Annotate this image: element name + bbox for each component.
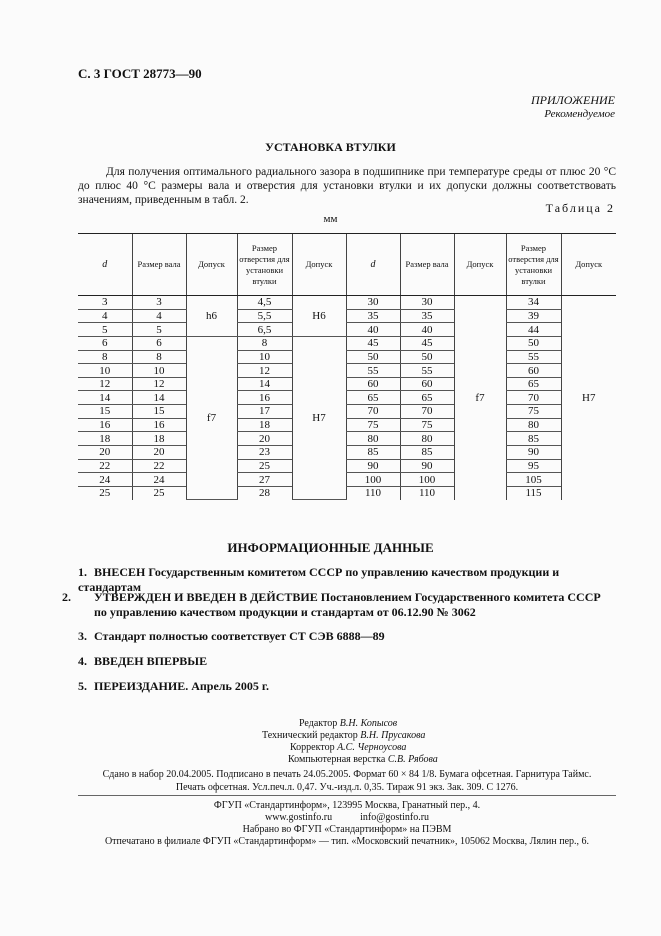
table-cell: 18 <box>78 432 132 446</box>
table-cell: 50 <box>400 350 454 364</box>
table-cell: 5 <box>78 323 132 337</box>
table-cell: 16 <box>132 418 186 432</box>
section-title: УСТАНОВКА ВТУЛКИ <box>265 140 396 154</box>
table-cell: 85 <box>400 446 454 460</box>
header-hole-tolerance: Допуск <box>292 234 346 296</box>
table-cell: 115 <box>506 486 561 499</box>
info-section-title: ИНФОРМАЦИОННЫЕ ДАННЫЕ <box>227 540 434 555</box>
table-cell: H7 <box>561 296 616 500</box>
publisher-line-1: ФГУП «Стандартинформ», 123995 Москва, Гранатный пер., 4. <box>213 800 481 811</box>
info-item-5: 5. ПЕРЕИЗДАНИЕ. Апрель 2005 г. <box>78 679 269 693</box>
table-cell: 22 <box>78 459 132 473</box>
table-cell: 90 <box>346 459 400 473</box>
table-cell: 14 <box>132 391 186 405</box>
table-cell: 15 <box>132 405 186 419</box>
header-shaft-size: Размер вала <box>132 234 186 296</box>
table-cell: 4,5 <box>237 296 292 310</box>
print-info-line-1: Сдано в набор 20.04.2005. Подписано в печать 24.05.2005. Формат 60 × 84 1/8. Бумага офсетная. Гарнитура Таймс. <box>102 769 592 780</box>
table-cell: 6 <box>78 336 132 350</box>
table-cell: 10 <box>237 350 292 364</box>
header-d-right: d <box>346 234 400 296</box>
table-cell: 12 <box>78 377 132 391</box>
table-row <box>78 432 616 446</box>
table-cell: 23 <box>237 446 292 460</box>
publisher-line-3: Набрано во ФГУП «Стандартинформ» на ПЭВМ <box>242 824 452 835</box>
editor-line: Редактор В.Н. Копысов <box>299 718 398 729</box>
table-cell: 40 <box>346 323 400 337</box>
table-cell: 30 <box>346 296 400 310</box>
table-cell: 16 <box>78 418 132 432</box>
table-row <box>78 405 616 419</box>
table-cell: 40 <box>400 323 454 337</box>
table-row <box>78 309 616 323</box>
table-cell: 6 <box>132 336 186 350</box>
table-cell: 22 <box>132 459 186 473</box>
appendix-title: ПРИЛОЖЕНИЕ <box>531 93 615 107</box>
table-row <box>78 459 616 473</box>
table-cell: 4 <box>132 309 186 323</box>
table-row <box>78 418 616 432</box>
table-cell: 70 <box>346 405 400 419</box>
table-cell: 85 <box>346 446 400 460</box>
header-d: d <box>78 234 132 296</box>
table-cell: 20 <box>237 432 292 446</box>
page-header: С. 3 ГОСТ 28773—90 <box>78 66 202 81</box>
table-cell: 16 <box>237 391 292 405</box>
table-cell: 70 <box>400 405 454 419</box>
table-row <box>78 350 616 364</box>
info-item-2: 2. УТВЕРЖДЕН И ВВЕДЕН В ДЕЙСТВИЕ Постановлением Государственного комитета СССР по управлению качеством продукции и стандартам от 06.12.90 № 3062 <box>62 590 601 619</box>
table-cell: 45 <box>346 336 400 350</box>
divider <box>78 795 616 796</box>
table-cell: 25 <box>237 459 292 473</box>
table-label: Таблица 2 <box>545 201 615 215</box>
table-cell: 55 <box>506 350 561 364</box>
table-row <box>78 473 616 487</box>
table-cell: 80 <box>400 432 454 446</box>
table-row <box>78 446 616 460</box>
table-cell: 50 <box>506 336 561 350</box>
info-item-3: 3. Стандарт полностью соответствует СТ СЭВ 6888—89 <box>78 629 385 643</box>
publisher-line-4: Отпечатано в филиале ФГУП «Стандартинформ» — тип. «Московский печатник», 105062 Москва, Лялин пер., 6. <box>104 836 590 847</box>
table-row <box>78 296 616 310</box>
table-row <box>78 486 616 499</box>
table-cell: 65 <box>400 391 454 405</box>
table-cell: 12 <box>132 377 186 391</box>
table-cell: 105 <box>506 473 561 487</box>
table-cell: 17 <box>237 405 292 419</box>
table-cell: 10 <box>132 364 186 378</box>
print-info <box>78 768 616 794</box>
table-cell: 80 <box>506 418 561 432</box>
table-cell: 75 <box>346 418 400 432</box>
tolerance-table <box>78 233 616 500</box>
header-shaft-tolerance-right: Допуск <box>454 234 506 296</box>
table-cell: 35 <box>400 309 454 323</box>
header-hole-tolerance-right: Допуск <box>561 234 616 296</box>
table-row <box>78 336 616 350</box>
table-row <box>78 364 616 378</box>
table-cell: f7 <box>186 336 237 499</box>
table-cell: 24 <box>132 473 186 487</box>
table-cell: H7 <box>292 336 346 499</box>
table-cell: 20 <box>132 446 186 460</box>
table-cell: 100 <box>400 473 454 487</box>
table-cell: 10 <box>78 364 132 378</box>
table-cell: 65 <box>506 377 561 391</box>
table-cell: 18 <box>237 418 292 432</box>
table-cell: 75 <box>400 418 454 432</box>
tech-editor-line: Технический редактор В.Н. Прусакова <box>262 730 426 741</box>
table-cell: 60 <box>346 377 400 391</box>
table-cell: 110 <box>346 486 400 499</box>
table-cell: 6,5 <box>237 323 292 337</box>
table-cell: 4 <box>78 309 132 323</box>
table-cell: 3 <box>132 296 186 310</box>
publisher-info <box>78 800 616 848</box>
table-row <box>78 391 616 405</box>
units-label: мм <box>323 213 338 225</box>
table-cell: 25 <box>132 486 186 499</box>
table-cell: 39 <box>506 309 561 323</box>
table-cell: 8 <box>237 336 292 350</box>
table-cell: 75 <box>506 405 561 419</box>
table-cell: 8 <box>78 350 132 364</box>
table-cell: 8 <box>132 350 186 364</box>
table-cell: 15 <box>78 405 132 419</box>
appendix-status: Рекомендуемое <box>544 108 615 120</box>
table-cell: 24 <box>78 473 132 487</box>
table-cell: h6 <box>186 296 237 337</box>
info-item-1: 1. ВНЕСЕН Государственным комитетом СССР по управлению качеством продукции и стандартам <box>78 565 560 594</box>
appendix-label <box>531 93 615 120</box>
table-cell: 95 <box>506 459 561 473</box>
table-cell: 18 <box>132 432 186 446</box>
table-header-row <box>78 234 616 296</box>
corrector-line: Корректор А.С. Черноусова <box>290 742 407 753</box>
table-cell: 14 <box>78 391 132 405</box>
table-cell: 30 <box>400 296 454 310</box>
table-cell: 34 <box>506 296 561 310</box>
table-cell: 90 <box>400 459 454 473</box>
header-shaft-size-right: Размер вала <box>400 234 454 296</box>
table-cell: 100 <box>346 473 400 487</box>
header-hole-size: Размер отверстия для установки втулки <box>237 234 292 296</box>
table-cell: 80 <box>346 432 400 446</box>
layout-line: Компьютерная верстка С.В. Рябова <box>288 754 438 765</box>
header-shaft-tolerance: Допуск <box>186 234 237 296</box>
table-cell: 55 <box>346 364 400 378</box>
table-body <box>78 296 616 500</box>
table-cell: 28 <box>237 486 292 499</box>
table-cell: 85 <box>506 432 561 446</box>
table-cell: 45 <box>400 336 454 350</box>
table-cell: 50 <box>346 350 400 364</box>
table-cell: 3 <box>78 296 132 310</box>
table-cell: 110 <box>400 486 454 499</box>
publisher-contacts: www.gostinfo.ru info@gostinfo.ru <box>264 812 430 823</box>
print-info-line-2: Печать офсетная. Усл.печ.л. 0,47. Уч.-изд.л. 0,35. Тираж 91 экз. Зак. 309. С 1276. <box>175 782 519 793</box>
table-cell: f7 <box>454 296 506 500</box>
editors-block <box>262 718 438 766</box>
table-cell: 27 <box>237 473 292 487</box>
table-cell: 60 <box>400 377 454 391</box>
table-cell: 14 <box>237 377 292 391</box>
table-cell: 90 <box>506 446 561 460</box>
table-cell: 25 <box>99 487 111 500</box>
table-cell: 20 <box>78 446 132 460</box>
table-cell: 35 <box>346 309 400 323</box>
table-row <box>78 323 616 337</box>
table-cell: 44 <box>506 323 561 337</box>
header-hole-size-right: Размер отверстия для установки втулки <box>506 234 561 296</box>
table-cell: 55 <box>400 364 454 378</box>
table-row <box>78 377 616 391</box>
table-cell: 5 <box>132 323 186 337</box>
table-cell: 5,5 <box>237 309 292 323</box>
info-item-4: 4. ВВЕДЕН ВПЕРВЫЕ <box>78 654 208 668</box>
table-cell: 60 <box>506 364 561 378</box>
table-cell: 12 <box>237 364 292 378</box>
table-cell: 65 <box>346 391 400 405</box>
table-cell: H6 <box>292 296 346 337</box>
intro-paragraph: Для получения оптимального радиального зазора в подшипнике при температуре среды от плюс 20 °С до плюс 40 °С размеры вала и отверстия для установки втулки и их допуски должны соответствовать значениям, приведенным в табл. 2. <box>78 166 616 206</box>
table-cell: 70 <box>506 391 561 405</box>
